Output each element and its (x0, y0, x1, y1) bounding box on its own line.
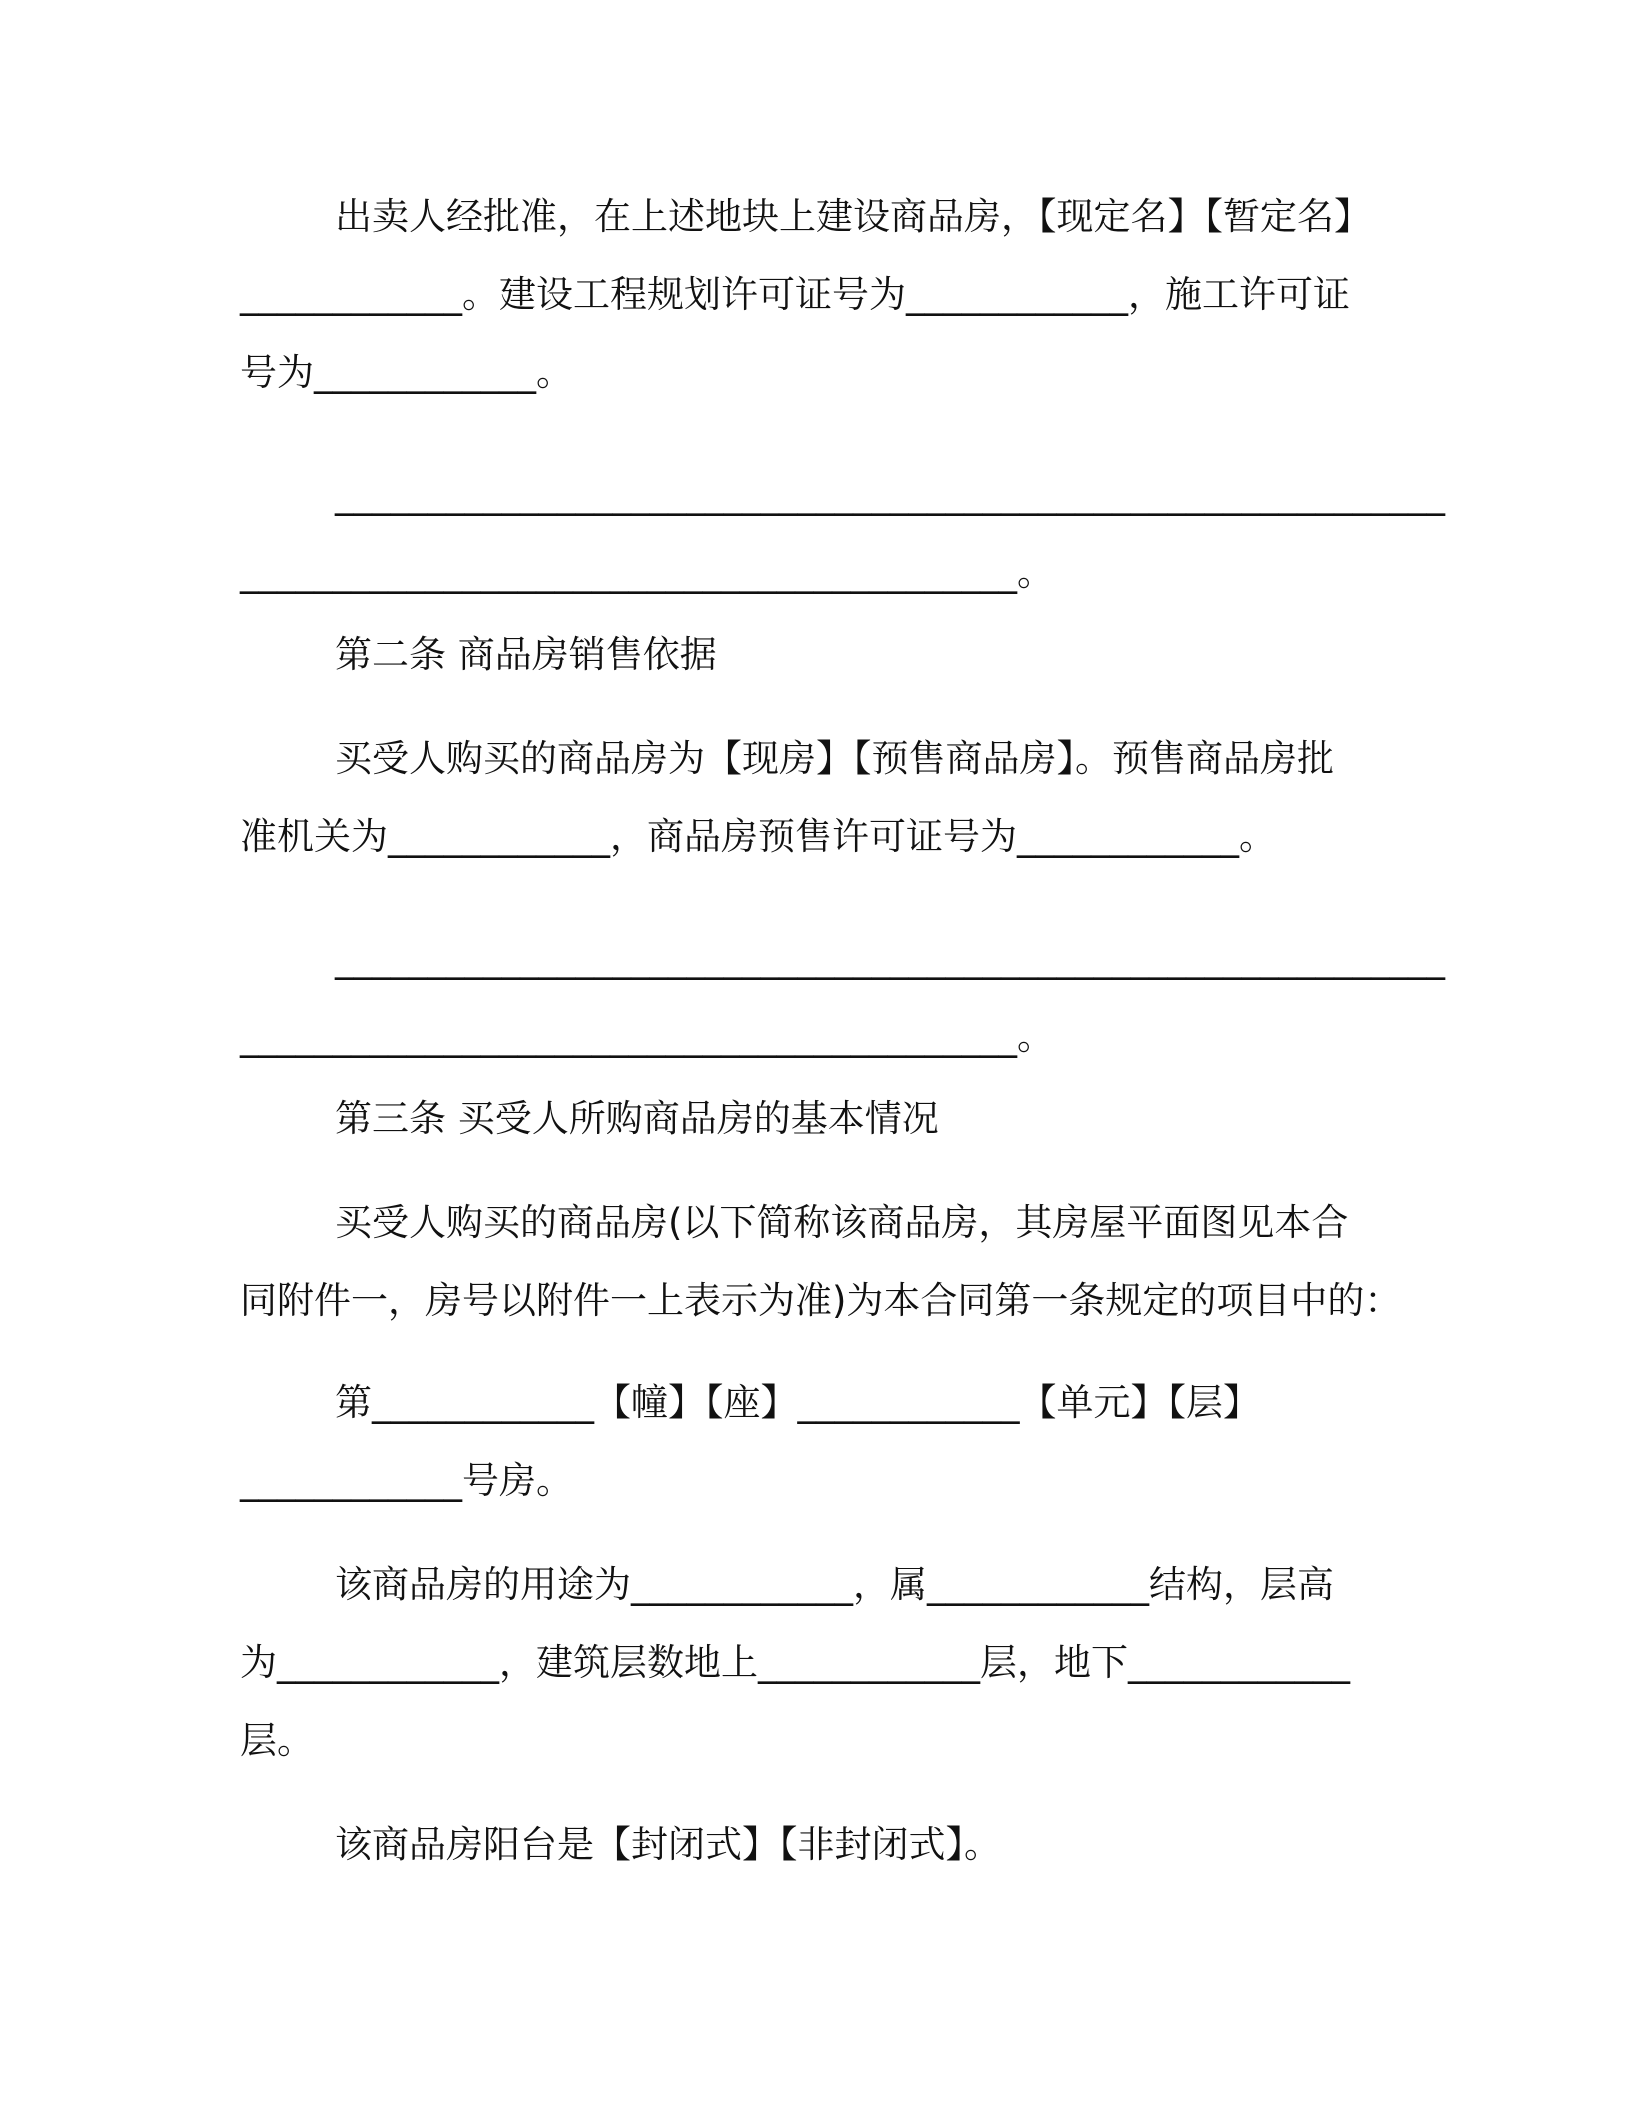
paragraph-line-7: 同附件一，房号以附件一上表示为准)为本合同第一条规定的项目中的： (240, 1279, 1402, 1322)
paragraph-line-4: 买受人购买的商品房为【现房】【预售商品房】。预售商品房批 (335, 737, 1334, 780)
paragraph-line-5: 准机关为____________，商品房预售许可证号为____________。 (240, 815, 1276, 858)
paragraph-line-8: 第____________【幢】【座】____________【单元】【层】 (335, 1381, 1260, 1424)
paragraph-line-10: 该商品房的用途为____________，属____________结构，层高 (335, 1563, 1334, 1606)
paragraph-line-6: 买受人购买的商品房(以下简称该商品房，其房屋平面图见本合 (335, 1201, 1349, 1244)
blank-line-1: ____________________________________________________________ (335, 473, 1445, 516)
paragraph-line-3: 号为____________。 (240, 351, 573, 394)
paragraph-line-9: ____________号房。 (240, 1459, 573, 1502)
paragraph-line-11: 为____________，建筑层数地上____________层，地下____________ (240, 1641, 1350, 1684)
blank-line-4: __________________________________________。 (240, 1015, 1054, 1058)
blank-line-2: __________________________________________。 (240, 551, 1054, 594)
paragraph-line-2: ____________。建设工程规划许可证号为____________，施工许可证 (240, 273, 1350, 316)
section-heading-article-2: 第二条 商品房销售依据 (335, 633, 717, 676)
paragraph-line-13: 该商品房阳台是【封闭式】【非封闭式】。 (335, 1823, 1001, 1866)
blank-line-3: ____________________________________________________________ (335, 937, 1445, 980)
paragraph-line-12: 层。 (240, 1719, 314, 1762)
section-heading-article-3: 第三条 买受人所购商品房的基本情况 (335, 1097, 939, 1140)
paragraph-line-1: 出卖人经批准，在上述地块上建设商品房，【现定名】【暂定名】 (335, 195, 1371, 238)
